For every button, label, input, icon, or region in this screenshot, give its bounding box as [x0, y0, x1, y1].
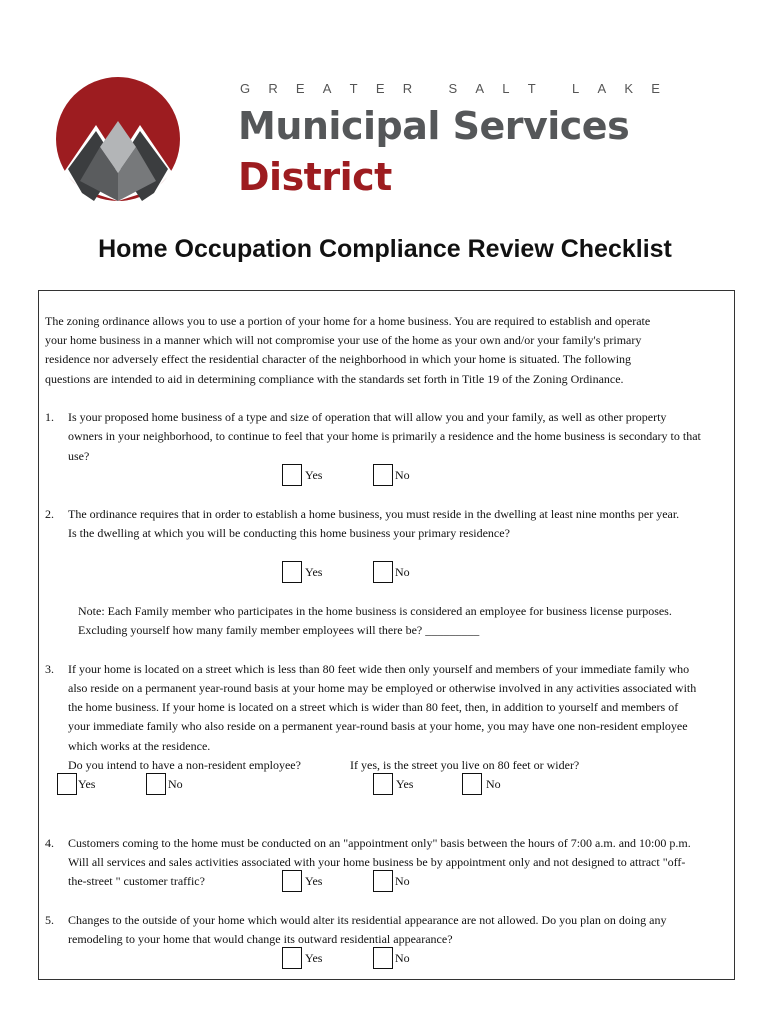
q3a-no-checkbox[interactable] [146, 773, 166, 795]
q3-text: your immediate family who also reside on a permanent year-round basis at your home, you may have one non-resident employee [68, 719, 688, 733]
q4-text: Will all services and sales activities associated with your home business be by appointment only and not designed to attract "off- [68, 855, 686, 869]
tagline-letter: L [502, 81, 510, 96]
tagline-letter: E [375, 81, 385, 96]
q3b-no-label: No [486, 777, 501, 791]
intro-line: residence nor adversely effect the residential character of the neighborhood in which your home is situated. The following [45, 352, 632, 366]
q4-text: the-street " customer traffic? [68, 874, 205, 888]
org-name-line1: Municipal Services [238, 104, 630, 148]
q4-number: 4. [45, 836, 54, 850]
q1-no-label: No [395, 468, 410, 482]
q5-text: Changes to the outside of your home which would alter its residential appearance are not allowed. Do you plan on doing any [68, 913, 667, 927]
intro-line: your home business in a manner which will not compromise your use of the home as your own and/or your family's primary [45, 333, 642, 347]
q3b-yes-checkbox[interactable] [373, 773, 393, 795]
tagline-letter: E [295, 81, 305, 96]
q3a-yes-label: Yes [78, 777, 96, 791]
q5-no-label: No [395, 951, 410, 965]
org-name-line2: District [238, 155, 392, 199]
q2-no-checkbox[interactable] [373, 561, 393, 583]
q2-number: 2. [45, 507, 54, 521]
q3b-no-checkbox[interactable] [462, 773, 482, 795]
q3-text: the home business. If your home is located on a street which is wider than 80 feet, then, in addition to yourself and members of [68, 700, 679, 714]
tagline-letter: K [624, 81, 634, 96]
q4-yes-label: Yes [305, 874, 323, 888]
q1-no-checkbox[interactable] [373, 464, 393, 486]
q5-yes-checkbox[interactable] [282, 947, 302, 969]
q1-text: use? [68, 449, 90, 463]
q5-number: 5. [45, 913, 54, 927]
q3-text: If your home is located on a street which is less than 80 feet wide then only yourself and members of your immediate family who [68, 662, 690, 676]
q4-text: Customers coming to the home must be conducted on an "appointment only" basis between the hours of 7:00 a.m. and 10:00 p.m. [68, 836, 691, 850]
tagline-letter: E [651, 81, 660, 96]
tagline-letter: T [349, 81, 358, 96]
q4-no-label: No [395, 874, 410, 888]
q2-yes-checkbox[interactable] [282, 561, 302, 583]
intro-line: questions are intended to aid in determining compliance with the standards set forth in Title 19 of the Zoning Ordinance. [45, 372, 624, 386]
tagline-letter: S [448, 81, 458, 96]
q2-text: Is the dwelling at which you will be conducting this home business your primary residence? [68, 526, 510, 540]
tagline-letter: A [475, 81, 485, 96]
district-logo [56, 77, 180, 201]
tagline-letter: A [322, 81, 332, 96]
q5-text: remodeling to your home that would change its outward residential appearance? [68, 932, 453, 946]
q1-yes-checkbox[interactable] [282, 464, 302, 486]
q2-no-label: No [395, 565, 410, 579]
q2-text: The ordinance requires that in order to establish a home business, you must reside in the dwelling at least nine months per year. [68, 507, 680, 521]
tagline-letter: R [268, 81, 278, 96]
q4-no-checkbox[interactable] [373, 870, 393, 892]
q3-text: which works at the residence. [68, 739, 211, 753]
q3a-no-label: No [168, 777, 183, 791]
tagline-letter: L [572, 81, 580, 96]
page-title: Home Occupation Compliance Review Checklist [98, 235, 672, 263]
q3-sub-question-street: If yes, is the street you live on 80 feet or wider? [350, 758, 580, 772]
q1-number: 1. [45, 410, 54, 424]
q3-text: also reside on a permanent year-round basis at your home may be employed or otherwise involved in any activities associated with [68, 681, 697, 695]
q2-yes-label: Yes [305, 565, 323, 579]
tagline-letter: G [240, 81, 251, 96]
tagline [240, 81, 660, 96]
q3b-yes-label: Yes [396, 777, 414, 791]
q5-no-checkbox[interactable] [373, 947, 393, 969]
q1-text: owners in your neighborhood, to continue to feel that your home is primarily a residence and the home business is secondary to that [68, 429, 701, 443]
q3-number: 3. [45, 662, 54, 676]
tagline-letter: R [402, 81, 413, 96]
q3-sub-question-employee: Do you intend to have a non-resident employee? [68, 758, 301, 772]
q1-yes-label: Yes [305, 468, 323, 482]
q5-yes-label: Yes [305, 951, 323, 965]
q2-note-employees: Excluding yourself how many family member employees will there be? _________ [78, 623, 480, 637]
tagline-letter: A [597, 81, 607, 96]
q4-yes-checkbox[interactable] [282, 870, 302, 892]
q2-note: Note: Each Family member who participates in the home business is considered an employee for business license purposes. [78, 604, 672, 618]
q3a-yes-checkbox[interactable] [57, 773, 77, 795]
intro-line: The zoning ordinance allows you to use a portion of your home for a home business. You are required to establish and operate [45, 314, 651, 328]
tagline-letter: T [527, 81, 536, 96]
q1-text: Is your proposed home business of a type and size of operation that will allow you and your family, as well as other property [68, 410, 667, 424]
